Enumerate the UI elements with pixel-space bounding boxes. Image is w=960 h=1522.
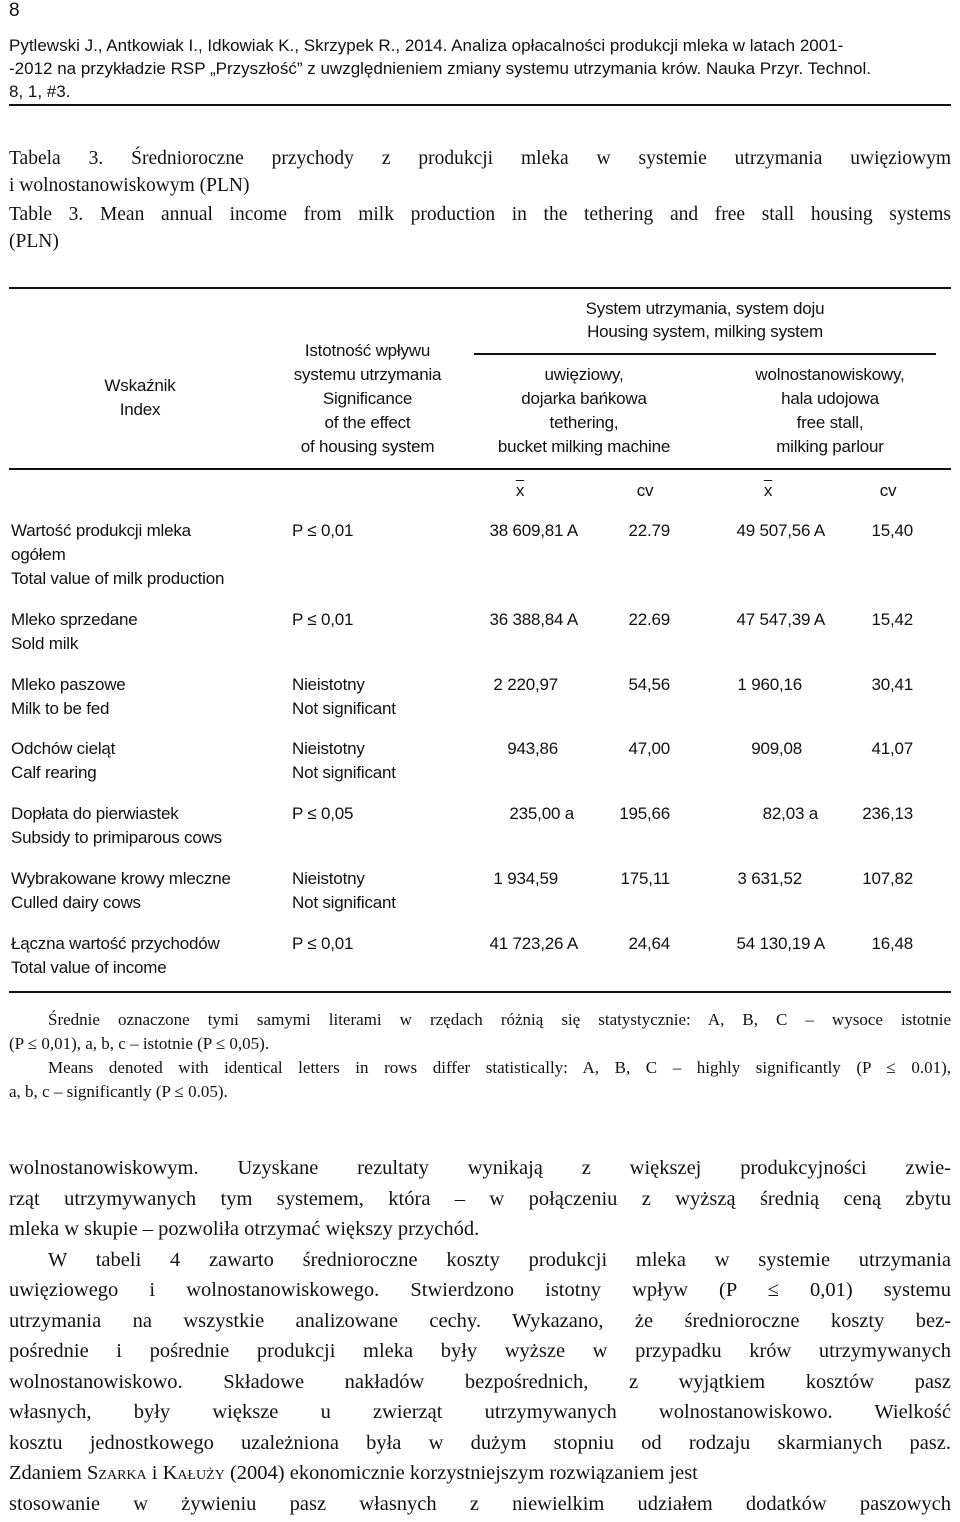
table-top-rule xyxy=(9,287,951,289)
row-label: Milk to be fed xyxy=(11,699,110,718)
row-cv2: 30,41 xyxy=(871,675,913,694)
page-number: 8 xyxy=(9,0,20,21)
row-x2: 3 631,52 xyxy=(737,869,802,888)
body-line-6: utrzymania na wszystkie analizowane cechy. Wykazano, że średnioroczne koszty bez- xyxy=(9,1309,951,1332)
row-cv2: 41,07 xyxy=(871,739,913,758)
row-signif: Not significant xyxy=(292,893,396,912)
caption-pl-1: Tabela 3. Średnioroczne przychody z produkcji mleka w systemie utrzymania uwięziowym xyxy=(9,148,951,169)
row-x2: 47 547,39 A xyxy=(736,610,825,629)
body-text: Zdaniem xyxy=(9,1462,87,1484)
citation-line-3: 8, 1, #3. xyxy=(9,82,71,101)
header-system-pl: System utrzymania, system doju xyxy=(585,299,825,318)
body-line-1: wolnostanowiskowym. Uzyskane rezultaty wynikają z większej produkcyjności zwie- xyxy=(9,1157,951,1179)
row-label: Total value of milk production xyxy=(11,569,225,588)
row-cv2: 15,42 xyxy=(871,610,913,629)
body-line-7: pośrednie i pośrednie produkcji mleka były wyższe w przypadku krów utrzymywanych xyxy=(9,1340,951,1362)
row-x1: 943,86 xyxy=(507,739,558,758)
body-line-9: własnych, były większe u zwierząt utrzymywanych wolnostanowiskowo. Wielkość xyxy=(9,1401,951,1423)
header-group2-3: free stall, xyxy=(796,413,864,432)
body-line-11 xyxy=(9,1458,951,1489)
header-mean-2: $\overline{x}$ xyxy=(763,481,773,500)
row-label: Mleko paszowe xyxy=(11,675,126,694)
row-label: Wybrakowane krowy mleczne xyxy=(11,869,231,888)
row-label: Total value of income xyxy=(11,958,167,977)
row-cv1: 175,11 xyxy=(620,869,670,888)
header-group2-4: milking parlour xyxy=(776,437,884,456)
body-line-5: uwięziowego i wolnostanowiskowego. Stwierdzono istotny wpływ (P ≤ 0,01) systemu xyxy=(9,1279,951,1301)
header-group1-3: tethering, xyxy=(549,413,619,432)
table-group-rule xyxy=(474,353,936,355)
row-label: Odchów cieląt xyxy=(11,739,116,758)
note-en-2: a, b, c – significantly (P ≤ 0.05). xyxy=(9,1082,228,1101)
row-signif: Nieistotny xyxy=(292,869,365,888)
row-x2: 54 130,19 A xyxy=(736,934,825,953)
row-signif: Not significant xyxy=(292,699,396,718)
row-cv2: 15,40 xyxy=(871,521,913,540)
row-cv1: 24,64 xyxy=(628,934,670,953)
header-cv-1: cv xyxy=(636,481,654,500)
row-signif: Nieistotny xyxy=(292,739,365,758)
header-mean-1: $\overline{x}$ xyxy=(515,481,525,500)
caption-en-1: Table 3. Mean annual income from milk production in the tethering and free stall housing systems xyxy=(9,204,951,225)
row-label: Calf rearing xyxy=(11,763,97,782)
row-signif: P ≤ 0,01 xyxy=(292,610,354,629)
header-signif-4: of the effect xyxy=(324,413,411,432)
header-signif-1: Istotność wpływu xyxy=(304,341,431,360)
table-header-rule xyxy=(9,468,951,470)
body-line-11-text xyxy=(9,1458,698,1489)
body-line-8: wolnostanowiskowo. Składowe nakładów bezpośrednich, z wyjątkiem kosztów pasz xyxy=(9,1370,951,1393)
body-text: (2004) ekonomicznie korzystniejszym rozwiązaniem jest xyxy=(224,1462,698,1484)
row-label: Culled dairy cows xyxy=(11,893,141,912)
header-group1-4: bucket milking machine xyxy=(497,437,671,456)
author-name: Kałuży xyxy=(162,1462,225,1484)
row-x2: 909,08 xyxy=(751,739,802,758)
header-index-pl: Wskaźnik xyxy=(104,376,176,395)
row-cv2: 236,13 xyxy=(862,804,913,823)
header-rule xyxy=(9,104,951,106)
row-label: Sold milk xyxy=(11,634,79,653)
header-system-en: Housing system, milking system xyxy=(587,322,823,341)
header-group1-2: dojarka bańkowa xyxy=(521,389,647,408)
row-signif: P ≤ 0,05 xyxy=(292,804,354,823)
row-x1: 36 388,84 A xyxy=(489,610,578,629)
row-label: ogółem xyxy=(11,545,66,564)
header-signif-2: systemu utrzymania xyxy=(293,365,442,384)
header-cv-2: cv xyxy=(879,481,897,500)
author-name: Szarka xyxy=(87,1462,147,1484)
row-x1: 1 934,59 xyxy=(493,869,558,888)
row-cv2: 107,82 xyxy=(862,869,913,888)
row-label: Łączna wartość przychodów xyxy=(11,934,220,953)
row-x1: 2 220,97 xyxy=(493,675,558,694)
row-cv1: 195,66 xyxy=(619,804,670,823)
body-line-12: stosowanie w żywieniu pasz własnych z niewielkim udziałem dodatków paszowych xyxy=(9,1492,951,1515)
header-signif-5: of housing system xyxy=(300,437,435,456)
caption-en-2: (PLN) xyxy=(9,231,59,252)
row-label: Subsidy to primiparous cows xyxy=(11,828,222,847)
row-signif: Nieistotny xyxy=(292,675,365,694)
header-index-en: Index xyxy=(119,400,161,419)
body-line-10: kosztu jednostkowego uzależniona była w dużym stopniu od rodzaju skarmianych pasz. xyxy=(9,1431,951,1454)
header-group2-2: hala udojowa xyxy=(781,389,879,408)
row-signif: Not significant xyxy=(292,763,396,782)
row-label: Dopłata do pierwiastek xyxy=(11,804,179,823)
row-x1: 38 609,81 A xyxy=(489,521,578,540)
header-group1-1: uwięziowy, xyxy=(544,365,624,384)
row-signif: P ≤ 0,01 xyxy=(292,934,354,953)
body-line-3: mleka w skupie – pozwoliła otrzymać większy przychód. xyxy=(9,1218,480,1240)
caption-pl-2: i wolnostanowiskowym (PLN) xyxy=(9,175,250,196)
row-x2: 1 960,16 xyxy=(737,675,802,694)
row-cv2: 16,48 xyxy=(871,934,913,953)
row-x1: 235,00 a xyxy=(509,804,574,823)
note-pl-2: (P ≤ 0,01), a, b, c – istotnie (P ≤ 0,05). xyxy=(9,1034,270,1053)
citation-line-2: -2012 na przykładzie RSP „Przyszłość” z uwzględnieniem zmiany systemu utrzymania krów. Nauka Przyr. Technol. xyxy=(9,59,871,78)
row-cv1: 22.69 xyxy=(628,610,670,629)
row-label: Mleko sprzedane xyxy=(11,610,138,629)
row-x2: 82,03 a xyxy=(762,804,818,823)
citation-line-1: Pytlewski J., Antkowiak I., Idkowiak K., Skrzypek R., 2014. Analiza opłacalności produkcji mleka w latach 2001- xyxy=(9,36,844,55)
body-line-4: W tabeli 4 zawarto średnioroczne koszty produkcji mleka w systemie utrzymania xyxy=(48,1248,951,1271)
row-cv1: 47,00 xyxy=(628,739,670,758)
row-x2: 49 507,56 A xyxy=(736,521,825,540)
table-bottom-rule xyxy=(9,991,951,993)
note-en-1: Means denoted with identical letters in rows differ statistically: A, B, C – highly significantly (P ≤ 0.01), xyxy=(48,1058,951,1077)
header-group2-1: wolnostanowiskowy, xyxy=(755,365,905,384)
header-signif-3: Significance xyxy=(322,389,413,408)
body-text: i xyxy=(146,1462,163,1484)
body-line-2: rząt utrzymywanych tym systemem, która – w połączeniu z wyższą średnią ceną zbytu xyxy=(9,1187,951,1210)
row-x1: 41 723,26 A xyxy=(489,934,578,953)
note-pl-1: Średnie oznaczone tymi samymi literami w rzędach różnią się statystycznie: A, B, C – wysoce istotnie xyxy=(48,1010,951,1029)
row-cv1: 22.79 xyxy=(628,521,670,540)
row-label: Wartość produkcji mleka xyxy=(11,521,191,540)
row-signif: P ≤ 0,01 xyxy=(292,521,354,540)
row-cv1: 54,56 xyxy=(628,675,670,694)
